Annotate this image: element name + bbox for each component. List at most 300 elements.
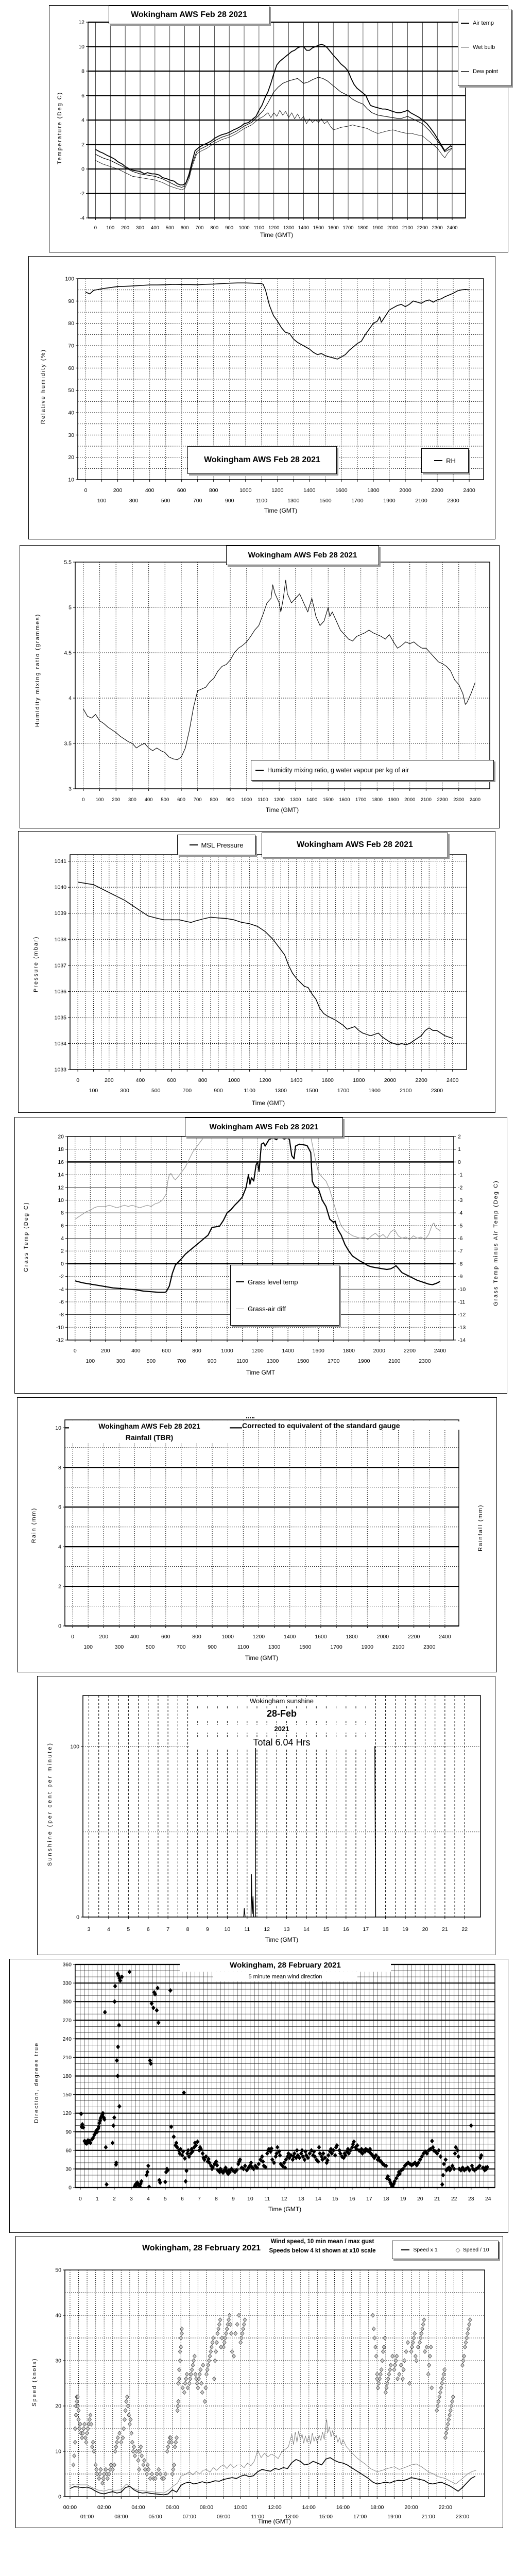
y-axis-label: Pressure (mbar)	[33, 936, 39, 992]
svg-text:1040: 1040	[54, 884, 66, 891]
chart-title-line1: Wokingham AWS Feb 28 2021	[98, 1422, 200, 1430]
svg-text:23: 23	[468, 2196, 474, 2202]
chart-year: 2021	[189, 1725, 374, 1733]
svg-text:210: 210	[62, 2054, 72, 2061]
svg-text:1600: 1600	[315, 1634, 327, 1640]
legend-dashed-line-icon	[246, 1417, 254, 1418]
svg-text:2200: 2200	[415, 1077, 427, 1083]
svg-text:2400: 2400	[463, 487, 475, 494]
svg-text:180: 180	[62, 2073, 72, 2079]
x-axis-label: Time (GMT)	[251, 1099, 285, 1107]
chart-title: Wokingham AWS Feb 28 2021	[109, 6, 269, 24]
legend-label: Air temp	[473, 20, 494, 27]
svg-text:21: 21	[442, 1926, 448, 1933]
svg-text:11:00: 11:00	[251, 2514, 265, 2520]
svg-text:1500: 1500	[297, 1358, 310, 1364]
svg-text:1500: 1500	[322, 797, 334, 803]
svg-text:800: 800	[209, 487, 218, 494]
svg-text:14: 14	[303, 1926, 310, 1933]
chart-date: 28-Feb	[189, 1708, 374, 1719]
svg-text:14:00: 14:00	[302, 2504, 316, 2511]
svg-text:10: 10	[55, 1425, 61, 1431]
svg-text:3: 3	[87, 1926, 91, 1933]
svg-text:0: 0	[68, 2184, 72, 2191]
svg-text:1600: 1600	[335, 487, 348, 494]
svg-text:4: 4	[58, 1544, 61, 1550]
legend-item	[401, 2247, 437, 2253]
svg-text:2: 2	[458, 1133, 461, 1140]
svg-text:18:00: 18:00	[370, 2504, 384, 2511]
svg-text:1800: 1800	[346, 1634, 358, 1640]
wind-direction-chart-canvas	[10, 1959, 508, 2232]
svg-text:19:00: 19:00	[387, 2514, 401, 2520]
svg-text:19: 19	[402, 1926, 408, 1933]
wind-speed-chart-canvas	[16, 2236, 503, 2528]
svg-text:10: 10	[224, 1926, 231, 1933]
chart-title: Wokingham AWS Feb 28 2021	[262, 833, 448, 857]
svg-text:20: 20	[58, 1133, 64, 1140]
svg-text:1800: 1800	[357, 225, 369, 231]
svg-text:2100: 2100	[400, 1088, 412, 1094]
svg-text:1500: 1500	[313, 225, 324, 231]
grid	[75, 562, 490, 789]
svg-text:2000: 2000	[376, 1634, 389, 1640]
svg-text:400: 400	[145, 487, 154, 494]
svg-text:1000: 1000	[239, 487, 252, 494]
svg-text:1033: 1033	[54, 1066, 66, 1073]
legend-label: Speed x 1	[413, 2247, 438, 2253]
svg-text:2100: 2100	[402, 225, 414, 231]
x-axis-label: Time (GMT)	[245, 1654, 279, 1662]
legend-diamond-icon: ◇	[455, 2246, 460, 2253]
legend-line-icon	[190, 844, 198, 845]
svg-text:1300: 1300	[268, 1644, 281, 1650]
svg-text:05:00: 05:00	[148, 2514, 162, 2520]
svg-text:6: 6	[81, 93, 84, 99]
svg-text:100: 100	[65, 276, 74, 282]
svg-text:1100: 1100	[237, 1644, 249, 1650]
svg-text:2300: 2300	[423, 1644, 436, 1650]
svg-text:2300: 2300	[432, 225, 443, 231]
svg-text:17: 17	[366, 2196, 372, 2202]
svg-text:7: 7	[166, 1926, 170, 1933]
svg-text:700: 700	[182, 1088, 192, 1094]
svg-text:2200: 2200	[437, 797, 448, 803]
svg-text:-4: -4	[458, 1210, 463, 1216]
svg-text:30: 30	[55, 2358, 61, 2364]
x-axis-label: Time (GMT)	[265, 1936, 299, 1943]
svg-text:11: 11	[244, 1926, 250, 1933]
svg-text:270: 270	[62, 2017, 72, 2024]
svg-text:2000: 2000	[399, 487, 411, 494]
svg-text:1200: 1200	[268, 225, 280, 231]
svg-text:800: 800	[210, 225, 219, 231]
legend-label: RH	[446, 456, 456, 465]
chart-subtitle: 5 minute mean wind direction	[213, 1972, 357, 1981]
svg-text:12: 12	[78, 19, 84, 26]
svg-text:300: 300	[62, 1998, 72, 2005]
x-axis-ticks	[71, 1626, 451, 1650]
svg-text:500: 500	[151, 1088, 161, 1094]
legend-item	[236, 1305, 334, 1313]
legend-label: Dew point	[473, 68, 498, 75]
svg-text:1800: 1800	[353, 1077, 365, 1083]
svg-text:3.5: 3.5	[64, 740, 72, 747]
svg-text:-14: -14	[458, 1337, 466, 1344]
svg-text:1600: 1600	[339, 797, 350, 803]
svg-text:10: 10	[55, 2448, 61, 2455]
svg-text:-4: -4	[59, 1286, 64, 1293]
svg-text:16: 16	[342, 1926, 349, 1933]
series	[86, 283, 470, 359]
pressure-chart-panel	[18, 831, 495, 1113]
svg-text:0: 0	[58, 2494, 61, 2500]
svg-text:2100: 2100	[392, 1644, 405, 1650]
legend-line-icon	[236, 1281, 244, 1282]
svg-text:100: 100	[97, 498, 107, 504]
svg-text:0: 0	[71, 1634, 74, 1640]
y-axis-ticks	[55, 1425, 65, 1630]
svg-text:1500: 1500	[306, 1088, 318, 1094]
chart-title: Wokingham AWS Feb 28 2021	[226, 546, 379, 565]
svg-text:16: 16	[349, 2196, 355, 2202]
svg-text:12: 12	[58, 1184, 64, 1191]
x-axis-ticks	[84, 480, 475, 504]
y-axis-label: Relative humidity (%)	[40, 349, 46, 424]
svg-text:-11: -11	[458, 1299, 466, 1306]
svg-text:2000: 2000	[384, 1077, 397, 1083]
svg-text:0: 0	[78, 2196, 82, 2202]
y2-axis-label: Rainfall (mm)	[477, 1504, 484, 1551]
legend-label: Grass-air diff	[248, 1304, 286, 1313]
svg-text:1700: 1700	[328, 1358, 340, 1364]
svg-text:06:00: 06:00	[165, 2504, 179, 2511]
svg-text:03:00: 03:00	[114, 2514, 128, 2520]
svg-text:02:00: 02:00	[97, 2504, 111, 2511]
svg-text:-13: -13	[458, 1324, 466, 1331]
svg-text:400: 400	[150, 225, 159, 231]
svg-text:1700: 1700	[342, 225, 354, 231]
svg-text:500: 500	[161, 797, 169, 803]
grid	[70, 855, 467, 1070]
svg-text:01:00: 01:00	[80, 2514, 94, 2520]
svg-text:5: 5	[163, 2196, 167, 2202]
svg-text:700: 700	[193, 797, 202, 803]
svg-text:500: 500	[165, 225, 174, 231]
svg-text:-1: -1	[458, 1172, 463, 1178]
svg-text:700: 700	[177, 1358, 186, 1364]
svg-text:9: 9	[231, 2196, 235, 2202]
x-axis-label: Time (GMT)	[260, 231, 294, 239]
svg-text:700: 700	[195, 225, 204, 231]
svg-text:23:00: 23:00	[455, 2514, 470, 2520]
svg-text:300: 300	[116, 1358, 126, 1364]
svg-text:1100: 1100	[236, 1358, 248, 1364]
svg-text:600: 600	[180, 225, 189, 231]
svg-text:1200: 1200	[273, 797, 285, 803]
x-axis-ticks	[63, 2497, 469, 2520]
svg-text:10: 10	[68, 477, 74, 483]
svg-text:1037: 1037	[54, 962, 66, 969]
svg-text:300: 300	[129, 498, 139, 504]
svg-text:1200: 1200	[259, 1077, 271, 1083]
svg-text:2400: 2400	[447, 225, 458, 231]
svg-text:120: 120	[62, 2110, 72, 2117]
svg-text:900: 900	[208, 1644, 217, 1650]
svg-text:00:00: 00:00	[63, 2504, 77, 2511]
svg-text:13: 13	[283, 1926, 290, 1933]
svg-text:1500: 1500	[319, 498, 332, 504]
y-axis-label: Rain (mm)	[31, 1507, 37, 1543]
svg-text:1100: 1100	[258, 797, 268, 803]
legend-line-icon	[461, 71, 469, 72]
svg-text:50: 50	[55, 2267, 61, 2274]
svg-text:12:00: 12:00	[268, 2504, 282, 2511]
svg-text:1900: 1900	[383, 498, 396, 504]
legend-line-icon	[434, 460, 442, 461]
svg-text:1200: 1200	[271, 487, 284, 494]
svg-text:200: 200	[112, 797, 121, 803]
mixing-ratio-chart-panel	[20, 545, 500, 828]
svg-text:30: 30	[68, 432, 74, 438]
svg-text:1700: 1700	[355, 797, 367, 803]
svg-text:0: 0	[61, 1261, 64, 1267]
svg-text:18: 18	[383, 2196, 389, 2202]
svg-text:09:00: 09:00	[216, 2514, 231, 2520]
grass-temp-chart-canvas	[15, 1117, 507, 1393]
svg-text:07:00: 07:00	[182, 2514, 196, 2520]
svg-text:21: 21	[434, 2196, 440, 2202]
svg-text:-12: -12	[56, 1337, 64, 1344]
svg-text:2200: 2200	[431, 487, 443, 494]
humidity-chart-panel	[28, 256, 495, 539]
svg-text:15: 15	[332, 2196, 338, 2202]
svg-text:-12: -12	[458, 1312, 466, 1318]
svg-text:700: 700	[193, 498, 202, 504]
svg-text:-8: -8	[59, 1312, 64, 1318]
svg-text:360: 360	[62, 1961, 72, 1968]
svg-text:1000: 1000	[221, 1634, 234, 1640]
legend-box	[251, 760, 494, 781]
chart-total: Total 6.04 Hrs	[189, 1737, 374, 1748]
grass-temp-chart-panel	[14, 1117, 507, 1394]
svg-text:2100: 2100	[420, 797, 432, 803]
svg-text:22: 22	[451, 2196, 457, 2202]
chart-subtitle2: Speeds below 4 kt shown at x10 scale	[269, 2248, 376, 2254]
chart-title-line2: Rainfall (TBR)	[125, 1433, 174, 1442]
chart-subtitle1: Wind speed, 10 min mean / max gust	[270, 2239, 374, 2245]
svg-text:200: 200	[105, 1077, 114, 1083]
svg-text:30: 30	[65, 2166, 72, 2173]
svg-text:0: 0	[76, 1914, 79, 1921]
humidity-chart-canvas	[29, 257, 495, 539]
svg-text:800: 800	[198, 1077, 208, 1083]
svg-text:1000: 1000	[241, 797, 252, 803]
legend-line-icon	[461, 23, 469, 24]
svg-text:10: 10	[58, 1197, 64, 1204]
svg-text:16:00: 16:00	[336, 2504, 350, 2511]
svg-text:40: 40	[68, 410, 74, 416]
y-axis-label: Sunshine (per cent per minute)	[47, 1741, 53, 1866]
svg-text:1300: 1300	[290, 797, 301, 803]
svg-text:-7: -7	[458, 1248, 463, 1255]
svg-text:20: 20	[422, 1926, 428, 1933]
svg-text:2300: 2300	[453, 797, 465, 803]
svg-text:500: 500	[145, 1644, 155, 1650]
svg-text:0: 0	[94, 225, 97, 231]
svg-text:200: 200	[121, 225, 130, 231]
svg-text:2400: 2400	[469, 797, 481, 803]
y-axis-label: Temperature (Deg C)	[57, 91, 63, 164]
svg-text:17: 17	[363, 1926, 369, 1933]
x-axis-label: Time GMT	[246, 1369, 276, 1376]
svg-text:1600: 1600	[321, 1077, 334, 1083]
svg-text:4: 4	[146, 2196, 150, 2202]
svg-text:1200: 1200	[251, 1348, 264, 1354]
svg-text:2000: 2000	[373, 1348, 385, 1354]
series	[70, 2313, 476, 2495]
chart-title: Wokingham AWS Feb 28 2021	[185, 1117, 343, 1137]
svg-text:900: 900	[207, 1358, 217, 1364]
svg-text:08:00: 08:00	[199, 2504, 214, 2511]
svg-text:0: 0	[76, 1077, 80, 1083]
svg-text:14: 14	[58, 1172, 64, 1178]
svg-text:10:00: 10:00	[234, 2504, 248, 2511]
svg-text:330: 330	[62, 1980, 72, 1987]
svg-text:1035: 1035	[54, 1014, 66, 1021]
svg-text:0: 0	[81, 166, 84, 173]
svg-text:-2: -2	[79, 191, 84, 197]
svg-text:900: 900	[226, 797, 235, 803]
svg-text:6: 6	[61, 1223, 64, 1229]
svg-text:100: 100	[106, 225, 115, 231]
legend-item	[255, 767, 409, 774]
svg-text:600: 600	[167, 1077, 176, 1083]
svg-text:4: 4	[68, 695, 72, 702]
svg-text:100: 100	[85, 1358, 95, 1364]
svg-text:1036: 1036	[54, 988, 66, 995]
legend-box	[458, 9, 511, 86]
svg-text:-8: -8	[458, 1261, 463, 1267]
svg-text:1400: 1400	[306, 797, 318, 803]
svg-text:3: 3	[68, 786, 72, 792]
svg-text:2000: 2000	[404, 797, 416, 803]
svg-text:8: 8	[61, 1210, 64, 1216]
y-axis-ticks	[55, 2267, 65, 2500]
wind-direction-chart-panel	[9, 1959, 508, 2233]
legend-label: Speed / 10	[462, 2247, 489, 2253]
svg-text:-5: -5	[458, 1223, 463, 1229]
svg-text:400: 400	[144, 797, 153, 803]
svg-text:2300: 2300	[431, 1088, 443, 1094]
svg-text:20:00: 20:00	[404, 2504, 418, 2511]
svg-text:4.5: 4.5	[64, 650, 72, 656]
svg-text:1800: 1800	[371, 797, 383, 803]
svg-text:200: 200	[113, 487, 123, 494]
svg-text:150: 150	[62, 2092, 72, 2098]
legend-label: Grass level temp	[248, 1278, 298, 1286]
grid	[65, 1420, 459, 1626]
svg-text:2: 2	[61, 1248, 64, 1255]
svg-text:5: 5	[68, 604, 72, 611]
svg-text:6: 6	[146, 1926, 150, 1933]
svg-text:20: 20	[68, 454, 74, 461]
svg-text:2400: 2400	[447, 1077, 459, 1083]
wind-speed-chart-panel	[15, 2236, 503, 2528]
legend-label: MSL Pressure	[201, 841, 244, 849]
svg-text:100: 100	[83, 1644, 93, 1650]
svg-text:16: 16	[58, 1159, 64, 1165]
svg-text:4: 4	[61, 1235, 64, 1242]
svg-text:0: 0	[73, 1348, 77, 1354]
svg-text:400: 400	[135, 1077, 145, 1083]
chart-title: Wokingham sunshine	[189, 1697, 374, 1705]
svg-text:200: 200	[99, 1634, 109, 1640]
legend-box	[230, 1265, 339, 1326]
svg-text:1000: 1000	[238, 225, 250, 231]
svg-text:1300: 1300	[287, 498, 300, 504]
svg-text:2: 2	[112, 2196, 116, 2202]
legend-box	[392, 2241, 499, 2259]
svg-text:50: 50	[68, 387, 74, 394]
svg-text:2: 2	[81, 142, 84, 148]
svg-text:-10: -10	[458, 1286, 466, 1293]
y-axis-ticks	[64, 560, 75, 792]
svg-text:300: 300	[120, 1088, 129, 1094]
grid	[65, 2270, 485, 2497]
svg-text:0: 0	[84, 487, 88, 494]
x-axis-ticks	[79, 2188, 491, 2202]
svg-text:800: 800	[192, 1634, 201, 1640]
legend-item	[190, 841, 244, 849]
svg-text:1700: 1700	[337, 1088, 350, 1094]
svg-text:21:00: 21:00	[421, 2514, 435, 2520]
svg-text:8: 8	[214, 2196, 218, 2202]
svg-text:1: 1	[458, 1146, 461, 1153]
svg-text:4: 4	[81, 117, 84, 124]
sunshine-chart-panel	[37, 1676, 495, 1955]
svg-text:18: 18	[58, 1146, 64, 1153]
svg-text:1800: 1800	[342, 1348, 355, 1354]
svg-text:-3: -3	[458, 1197, 463, 1204]
svg-text:300: 300	[128, 797, 136, 803]
svg-text:300: 300	[114, 1644, 124, 1650]
svg-text:1000: 1000	[228, 1077, 240, 1083]
svg-text:12: 12	[264, 1926, 270, 1933]
svg-text:12: 12	[281, 2196, 287, 2202]
svg-text:3: 3	[129, 2196, 133, 2202]
chart-title: Wokingham AWS Feb 28 2021	[187, 446, 337, 474]
svg-text:-9: -9	[458, 1274, 463, 1280]
svg-text:1041: 1041	[54, 858, 66, 865]
legend-line-icon	[255, 770, 264, 771]
svg-text:900: 900	[225, 225, 234, 231]
svg-text:24: 24	[485, 2196, 491, 2202]
svg-text:240: 240	[62, 2036, 72, 2042]
chart-title-block	[69, 1420, 230, 1443]
svg-text:20: 20	[417, 2196, 423, 2202]
svg-text:6: 6	[180, 2196, 184, 2202]
svg-text:1200: 1200	[252, 1634, 265, 1640]
svg-text:2: 2	[58, 1583, 61, 1590]
svg-text:600: 600	[162, 1348, 171, 1354]
svg-text:5.5: 5.5	[64, 559, 72, 566]
svg-text:0: 0	[458, 1159, 461, 1165]
legend-item	[434, 457, 456, 465]
legend-label: Humidity mixing ratio, g water vapour per kg of air	[267, 767, 409, 774]
svg-text:100: 100	[70, 1743, 79, 1750]
svg-text:22:00: 22:00	[438, 2504, 452, 2511]
